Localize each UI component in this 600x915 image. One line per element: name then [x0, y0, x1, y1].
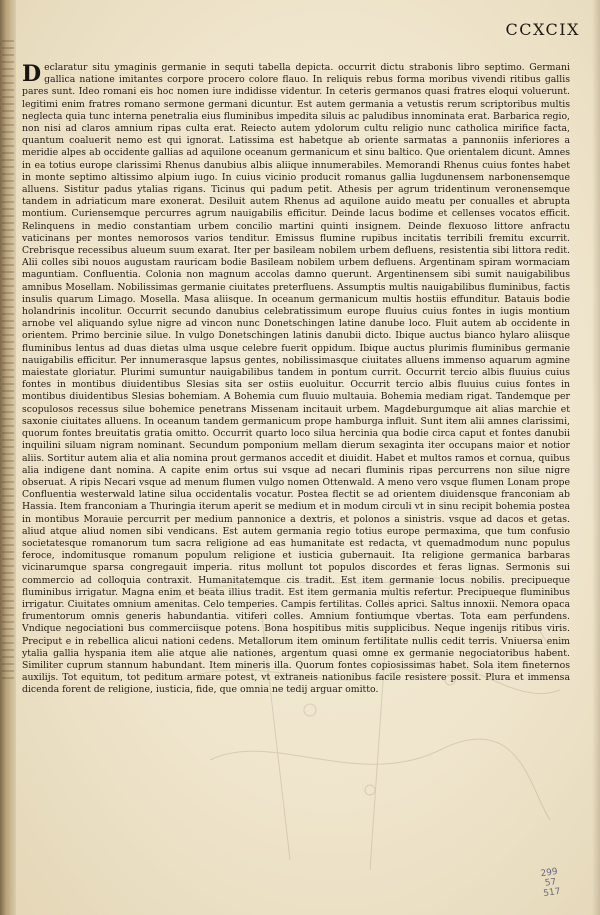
facing-page-edge — [2, 40, 14, 680]
page-edge-shadow — [592, 0, 600, 915]
shelfmark-line-3: 517 — [542, 886, 562, 900]
binding-gutter — [0, 0, 16, 915]
shelfmark-line-2: 57 — [544, 877, 557, 889]
decorated-initial: D — [22, 61, 42, 87]
folio-number: CCXCIX — [505, 20, 580, 39]
show-through-map — [150, 560, 570, 880]
shelfmark-line-1: 299 — [539, 866, 559, 880]
body-text: eclaratur situ ymaginis germanie in sequti tabella depicta. occurrit dictu strabonis libro septimo. Germani gallica natione imitantes corpore procero colore flauo. In reliquis rebus forma moribus vivendi ritibus gallis pares sunt. Ideo romani eis hoc nomen iure indidisse videntur. In ceteris germanos quasi fratres eloqui voluerunt. legitimi enim fratres romano sermone germani dicuntur. Est autem germania a vetustis rerum scriptoribus multis neglecta quia tunc interna penetralia eius fluminibus impedita siluis ac paludibus innominata erat. Barbarica regio, non nisi ad claros amnium ripas culta erat. Reiecto autem ydolorum cultu religio nunc catholica mirifice facta, quantum coaluerit nemo est qui ignorat. Latissima est habetque ab oriente sarmatas a pannoniis inferiores a meridie alpes ab occidente gallias ad aquilone oceanum germanicum et sinu baltico. Que orientalem dicunt. Amnes in ea totius europe clarissimi Rhenus danubius albis aliique innumerabiles. Memorandi Rhenus cuius fontes habet in monte septimo altissimo alpium iugo. In cuius vicinio producit romanus gallia lugdunensem narbonensemque alluens. Sistitur padus ytalias rigans. Ticinus qui padum petit. Athesis per agrum tridentinum veronensemque tandem in adriaticum mare exonerat. Desiluit autem Rhenus ad aquilone auido meatu per conualles et abrupta montium. Curiensemque percurres agrum nauigabilis efficitur. Deinde lacus bodime et cellenses vocatos efficit. Relinquens in medio constantiam urbem concilio martini quinti insignem. Deinde flexuoso littore anfractu vaticinans per montes nemorosos varios tenditur. Emissus flumine rupibus incitatis terribili fremitu excurrit. Crebrisque recessibus alueum suum exarat. Iter per basileam nobilem urbem defluens, resistentia sibi littora redit. Alii colles sibi nouos augustam rauricam bodie Basileam nobilem urbem defluens. Argentinam spiram wormaciam maguntiam. Confluentia. Colonia non magnum accolas damno querunt. Argentinensem sibi sumit nauigabilibus amnibus Mosellam. Nobilissimas germanie ciuitates preterfluens. Assumptis multis nauigabilibus fluminibus, factis insulis quarum Limago. Mosella. Masa aliisque. In oceanum germanicum multis hostiis effunditur. Batauis bodie holandrinis incolitur. Occurrit secundo danubius celebratissimum europe fluuius cuius fontes in iugis montium arnobe vel aliquando sylue nigre ad vincon nunc Donetschingen latine danube loco. Fluit autem ab occidente in orientem. Primo bercinie silue. In vulgo Donetschingen latinis danubii dicto. Ibique auctus bianco hylaro aliisque fluminibus lentus ad duas dietas ulma usque celebre fuerit oppidum. Ibique auctus plurimis fluminibus germanie nauigabilis efficitur. Per innumerasque lapsus gentes, nobilissimasque ciuitates alluens immenso aquarum agmine maiestate gloriatur. Plurimi sumuntur nauigabilibus tandem in pontum currit. Occurrit tercio albis fluuius cuius fontes in montibus diuidentibus Slesias sita ser ostiis euoluitur. Occurrit tercio albis fluuius cuius fontes in montibus diuidentibus Slesias bohemiam. A Bohemia cum fluuio multauia. Bohemia mediam rigat. Tandemque per scopulosos recessus silue bohemice penetrans Missenam incitauit urbem. Magdeburgumque ait alias marchie et saxonie ciuitates alluens. In oceanum tandem germanicum prope hamburga influit. Sunt item alii amnes clarissimi, quorum fontes breuitatis gratia omitto. Occurrit quarto loco silua hercinia qua bodie circa caput et fontes danubii inquilini siluam nigram nominant. Secundum pomponium mellam dierum sexaginta iter occupans maior et notior aliis. Sortitur autem alia et alia nomina prout germanos accedit et diuidit. Habet et multos ramos et cornua, quibus alia indigene dant nomina. A capite enim ortus sui vsque ad necari fluminis ripas percurrens non silue nigre obseruat. A ripis Necari vsque ad menum flumen vulgo nomen Ottenwald. A meno vero vsque flumen Lonam prope Confluentia westerwald latine silua occidentalis vocatur. Postea flectit se ad orientem diuidensque franconiam ab Hassia. Item franconiam a Thuringia iterum aperit se medium et in modum circuli vt in sinu recipit bohemia postea in montibus Morauie percurrit per medium pannonice a dextris, et polonos a sinistris. vsque ad dacos et getas. aliud atque aliud nomen sibi vendicans. Est autem germania regio totius europe permaxima, que tum confusio societatesque romanorum tum sacra religione ad eas humanitate est redacta, vt quemadmodum nunc populus feroce, indomitusque romanum populum religione et iusticia gubernauit. Ita religione germanica barbaras vicinarumque sparsa congregauit imperia. ritus mollunt tot populos discordes et feras lignas. Sermonis sui commercio ad colloquia contraxit. Humanitatemque cis tradit. Est item germanie locus nobilis. precipueque fluminibus irrigatur. Magna enim et beata illius tradit. Est item germania multis refertur. Precipueque fluminibus irrigatur. Ciuitates omnium amenitas. Celo temperies. Campis fertilitas. Colles aprici. Saltus innoxii. Nemora opaca frumentorum omnis generis habundantia. vitiferi colles. Amnium fontiumque vbertas. Tota eam perfundens. Vndique negociationi bus commerciisque potens. Bona hospitibus mitis supplicibus. Neque ingenijs ritibus viris. Preciput e in rebellica alicui nationi cedens. Metallorum item ominum fertilitate nullis cedit terris. Vniuersa enim ytalia gallia hyspania item alie atque alie nationes, argentum quasi omne ex germanie negociatoribus habent. Similiter cuprum stannum habundant. Item mineris illa. Quorum fontes copiosissimas habet. Sola item fineternos auxilijs. Tot equitum, tot peditum armare potest, vt extraneis nationibus facile resistere possit. Plura et immensa dicenda forent de religione, iusticia, fide, que omnia ne tedij arguar omitto. — [22, 62, 570, 696]
